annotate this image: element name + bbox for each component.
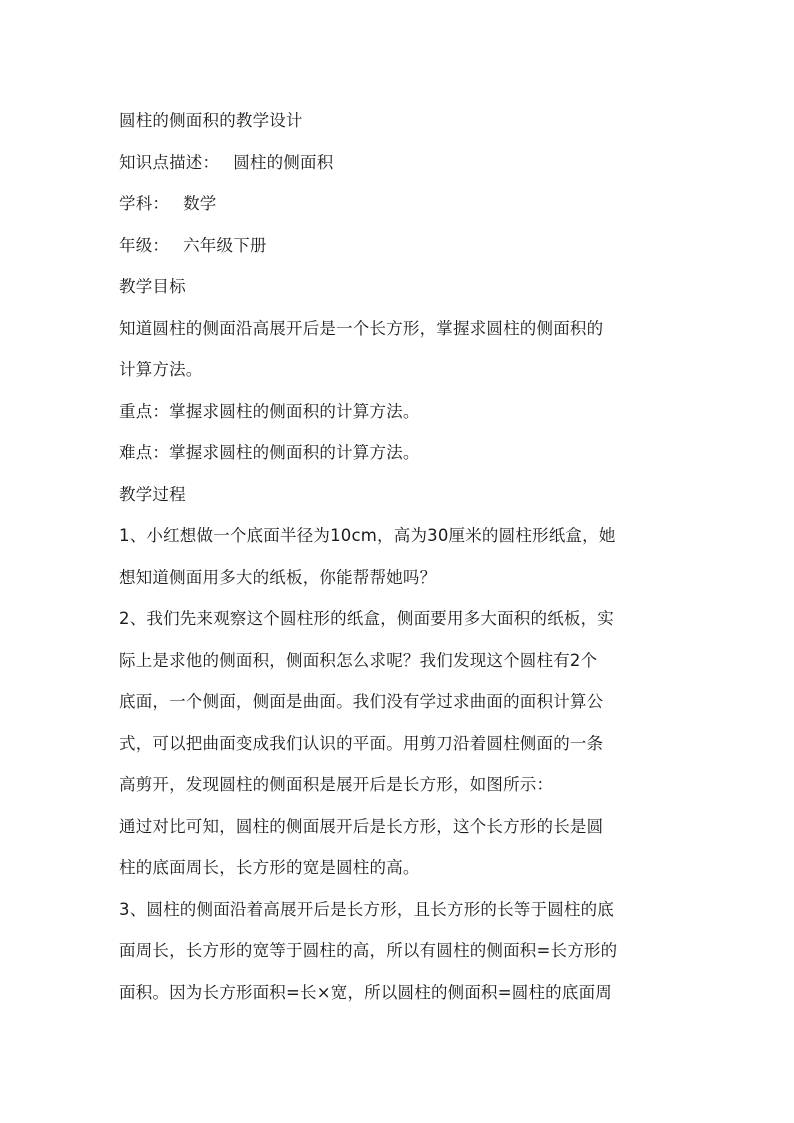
difficult-point: 难点：掌握求圆柱的侧面积的计算方法。 <box>119 443 420 462</box>
goals-line: 知道圆柱的侧面沿高展开后是一个长方形，掌握求圆柱的侧面积的 <box>119 318 604 338</box>
step2-line: 2、我们先来观察这个圆柱形的纸盒，侧面要用多大面积的纸板，实 <box>119 609 614 628</box>
grade-label: 年级： <box>119 235 170 255</box>
step3-line: 面周长，长方形的宽等于圆柱的高，所以有圆柱的侧面积=长方形的 <box>119 941 618 960</box>
step2-line: 式，可以把曲面变成我们认识的平面。用剪刀沿着圆柱侧面的一条 <box>119 733 604 753</box>
step1-line: 1、小红想做一个底面半径为10cm，高为30厘米的圆柱形纸盒，她 <box>119 526 616 545</box>
document-title: 圆柱的侧面积的教学设计 <box>119 111 303 130</box>
knowledge-point-row <box>119 142 679 184</box>
knowledge-point-label: 知识点描述： <box>119 152 220 172</box>
step3-line: 3、圆柱的侧面沿着高展开后是长方形，且长方形的长等于圆柱的底 <box>119 899 614 919</box>
key-point: 重点：掌握求圆柱的侧面积的计算方法。 <box>119 401 420 421</box>
subject-value: 数学 <box>183 194 217 213</box>
process-heading: 教学过程 <box>119 484 186 504</box>
goals-line: 计算方法。 <box>119 360 203 379</box>
document-body <box>119 100 679 1013</box>
knowledge-point-value: 圆柱的侧面积 <box>233 152 334 172</box>
goals-heading: 教学目标 <box>119 277 186 296</box>
step2-line: 底面，一个侧面，侧面是曲面。我们没有学过求曲面的面积计算公 <box>119 692 604 711</box>
grade-value: 六年级下册 <box>183 235 267 255</box>
step1-line: 想知道侧面用多大的纸板，你能帮帮她吗？ <box>119 567 437 587</box>
step3-line: 面积。因为长方形面积=长×宽，所以圆柱的侧面积=圆柱的底面周 <box>119 982 612 1002</box>
subject-row <box>119 183 679 225</box>
comparison-line: 通过对比可知，圆柱的侧面展开后是长方形，这个长方形的长是圆 <box>119 816 604 836</box>
subject-label: 学科： <box>119 194 170 213</box>
step2-line: 高剪开，发现圆柱的侧面积是展开后是长方形，如图所示： <box>119 775 554 794</box>
comparison-line: 柱的底面周长，长方形的宽是圆柱的高。 <box>119 858 420 877</box>
step2-line: 际上是求他的侧面积，侧面积怎么求呢？我们发现这个圆柱有2个 <box>119 650 598 670</box>
grade-row <box>119 225 679 267</box>
